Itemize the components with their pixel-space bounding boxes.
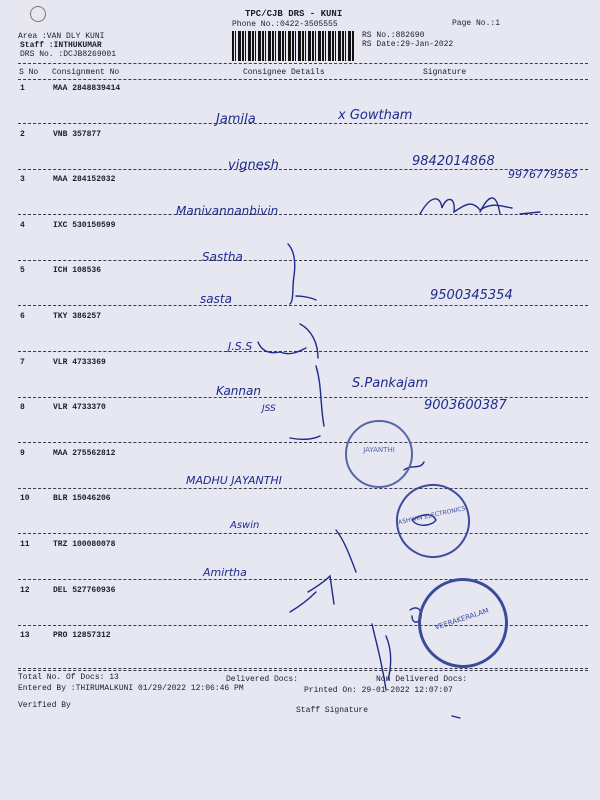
row-divider xyxy=(18,260,588,261)
row-divider xyxy=(18,670,588,671)
drs-number: DRS No. :DCJB8269001 xyxy=(20,50,117,59)
row-consignment: ICH 108536 xyxy=(53,266,102,275)
handwritten-name: vignesh xyxy=(228,158,279,173)
handwritten-phone: 9842014868 xyxy=(412,154,495,169)
staff-label: Staff :INTHUKUMAR xyxy=(20,41,102,50)
stamp-round xyxy=(389,477,477,565)
row-sno: 2 xyxy=(20,130,25,139)
row-sno: 7 xyxy=(20,358,25,367)
stamp-text: JAYANTHI xyxy=(363,446,395,454)
handwritten-name: Jamila xyxy=(216,112,256,127)
row-consignment: VLR 4733370 xyxy=(53,403,106,412)
row-divider xyxy=(18,442,588,443)
row-consignment: TRZ 100080078 xyxy=(53,540,116,549)
row-sno: 12 xyxy=(20,586,30,595)
row-sno: 1 xyxy=(20,84,25,93)
handwritten-name: MADHU JAYANTHI xyxy=(186,474,282,487)
handwritten-name: sasta xyxy=(200,292,232,306)
row-consignment: IXC 530150599 xyxy=(53,221,116,230)
handwritten-name: Manivannanbivin xyxy=(176,204,279,218)
handwritten-name: Sastha xyxy=(202,250,243,264)
column-signature: Signature xyxy=(423,68,467,77)
report-title: TPC/CJB DRS - KUNI xyxy=(245,9,343,19)
delivered-docs: Delivered Docs: xyxy=(226,675,299,684)
row-sno: 13 xyxy=(20,631,30,640)
handwritten-name: x Gowtham xyxy=(338,108,413,123)
phone-number: Phone No.:0422-3505555 xyxy=(232,20,338,29)
row-divider xyxy=(18,169,588,170)
rs-date: RS Date:29-Jan-2022 xyxy=(362,40,454,49)
row-consignment: MAA 2848839414 xyxy=(53,84,121,93)
total-docs: Total No. Of Docs: 13 xyxy=(18,673,119,682)
verified-by: Verified By xyxy=(18,701,71,710)
staff-signature: Staff Signature xyxy=(296,706,369,715)
handwritten-phone: 9500345354 xyxy=(430,288,513,303)
stamp-round xyxy=(345,420,413,488)
column-consignment: Consignment No xyxy=(52,68,120,77)
handwritten-phone: 9003600387 xyxy=(424,398,507,413)
row-sno: 4 xyxy=(20,221,25,230)
row-sno: 5 xyxy=(20,266,25,275)
row-consignment: PRO 12857312 xyxy=(53,631,111,640)
row-sno: 9 xyxy=(20,449,25,458)
handwritten-name: S.Pankajam xyxy=(352,376,429,391)
row-consignment: DEL 527760936 xyxy=(53,586,116,595)
printed-on: Printed On: 29-01-2022 12:07:07 xyxy=(304,686,453,695)
handwritten-name: Kannan xyxy=(216,384,261,398)
non-delivered-docs: Non Delivered Docs: xyxy=(376,675,468,684)
stamp-round xyxy=(406,566,519,679)
row-divider xyxy=(18,488,588,489)
row-sno: 10 xyxy=(20,494,30,503)
row-divider xyxy=(18,351,588,352)
column-consignee: Consignee Details xyxy=(243,68,325,77)
row-consignment: TKY 386257 xyxy=(53,312,102,321)
corner-mark xyxy=(30,6,46,22)
handwritten-name: Amirtha xyxy=(203,566,247,579)
divider xyxy=(18,668,588,669)
handwritten-name: Aswin xyxy=(230,520,260,531)
divider xyxy=(18,63,588,64)
area-label: Area :VAN DLY KUNI xyxy=(18,32,105,41)
row-divider xyxy=(18,305,588,306)
row-consignment: BLR 15046206 xyxy=(53,494,111,503)
row-consignment: VNB 357877 xyxy=(53,130,102,139)
row-sno: 11 xyxy=(20,540,30,549)
divider xyxy=(18,79,588,80)
page-number: Page No.:1 xyxy=(452,19,501,28)
handwritten-name: J.S.S xyxy=(228,340,253,353)
row-divider xyxy=(18,214,588,215)
entered-by: Entered By :THIRUMALKUNI 01/29/2022 12:06:46 PM xyxy=(18,684,244,693)
row-sno: 3 xyxy=(20,175,25,184)
stamp-text: ASHWIN ELECTRONICS xyxy=(397,505,467,527)
rs-number: RS No.:882690 xyxy=(362,31,425,40)
row-divider xyxy=(18,123,588,124)
row-sno: 6 xyxy=(20,312,25,321)
row-consignment: VLR 4733369 xyxy=(53,358,106,367)
row-divider xyxy=(18,579,588,580)
column-sno: S No xyxy=(19,68,39,77)
row-divider xyxy=(18,533,588,534)
stamp-text: VEERAKERALAM xyxy=(433,606,490,632)
handwritten-name: JSS xyxy=(262,404,276,414)
row-sno: 8 xyxy=(20,403,25,412)
handwritten-phone: 9976779565 xyxy=(508,168,578,181)
row-consignment: MAA 275562812 xyxy=(53,449,116,458)
barcode xyxy=(232,31,354,61)
row-consignment: MAA 284152032 xyxy=(53,175,116,184)
